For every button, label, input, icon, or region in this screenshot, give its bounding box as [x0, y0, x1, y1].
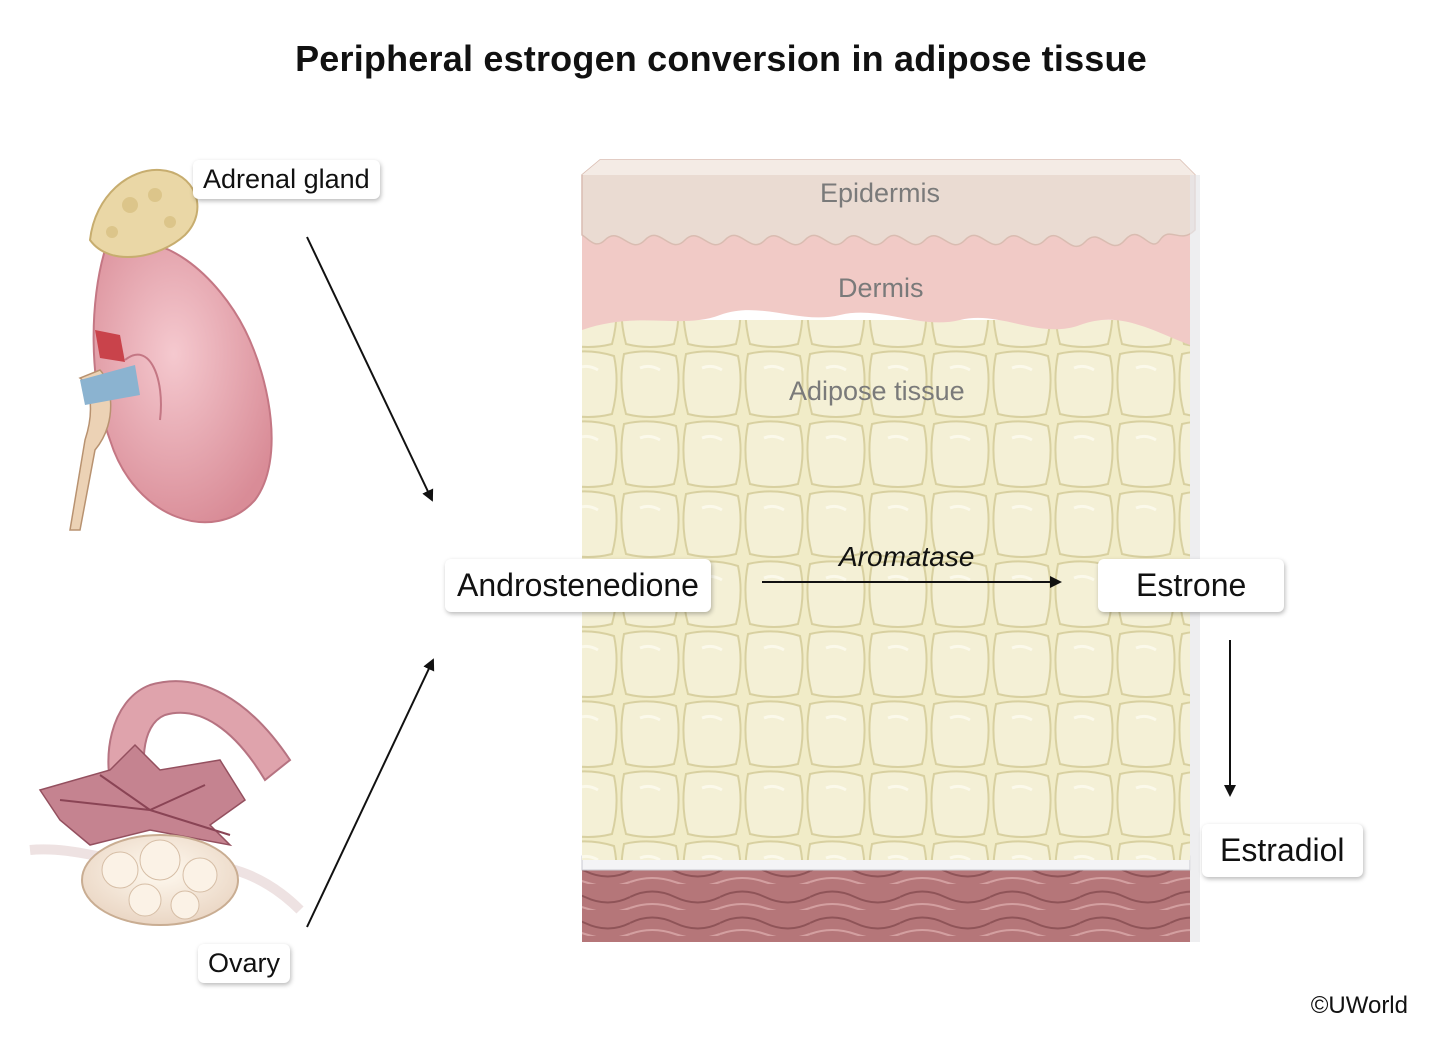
aromatase-label: Aromatase	[839, 541, 975, 572]
estrone-label: Estrone	[1098, 559, 1284, 612]
adrenal-gland-label: Adrenal gland	[193, 160, 380, 199]
estradiol-label: Estradiol	[1202, 824, 1363, 877]
androstenedione-label: Androstenedione	[445, 559, 711, 612]
dermis-label: Dermis	[838, 273, 924, 303]
copyright-notice: ©UWorld	[1310, 992, 1408, 1019]
epidermis-label: Epidermis	[820, 178, 941, 208]
ovary-label: Ovary	[198, 944, 290, 983]
ovary-to-androstenedione-arrow	[307, 660, 433, 927]
kidney-adrenal-illustration	[70, 170, 272, 530]
ovary-tube-illustration	[30, 681, 300, 925]
adipose-tissue-label: Adipose tissue	[789, 376, 965, 406]
muscle-layer	[582, 860, 1190, 942]
adrenal-to-androstenedione-arrow	[307, 237, 432, 500]
figure-title: Peripheral estrogen conversion in adipose tissue	[295, 38, 1147, 79]
